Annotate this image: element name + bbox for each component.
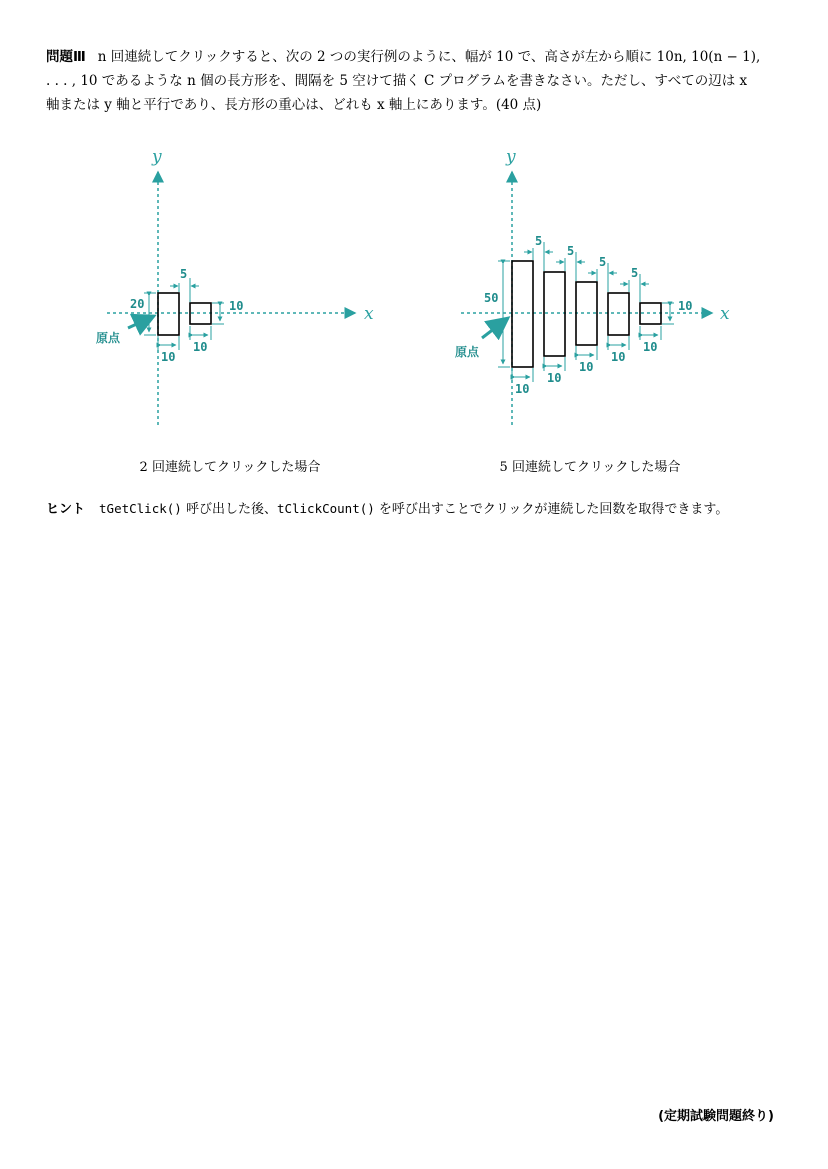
dim-width-2-label: 10 xyxy=(547,371,562,385)
dim-gap-1-label: 5 xyxy=(535,234,543,248)
caption-two-clicks: 2 回連続してクリックした場合 xyxy=(139,460,321,475)
dim-width-2-label: 10 xyxy=(193,340,208,354)
problem-line-2: . . . , 10 であるような n 個の長方形を、間隔を 5 空けて描く C プログラムを書きなさい。ただし、すべての辺は x xyxy=(46,73,748,89)
dim-gap-2-label: 5 xyxy=(567,244,575,258)
dim-height-label: 20 xyxy=(130,297,145,311)
rectangle-2 xyxy=(544,272,565,356)
x-axis-label: x xyxy=(720,304,730,324)
dim-gap-3-label: 5 xyxy=(599,255,607,269)
dim-height-small-label: 10 xyxy=(678,299,693,313)
x-axis-label: x xyxy=(364,304,374,324)
dim-height-small-label: 10 xyxy=(229,299,244,313)
dim-width-3-label: 10 xyxy=(579,360,594,374)
problem-text-1: n 回連続してクリックすると、次の 2 つの実行例のように、幅が 10 で、高さが左から順に 10n, 10(n − 1), xyxy=(97,49,761,65)
dim-width-1-label: 10 xyxy=(161,350,176,364)
origin-arrow xyxy=(128,316,154,328)
figure-five-clicks xyxy=(444,140,744,444)
figure-five-clicks-diagram xyxy=(444,140,744,440)
dim-width-4-label: 10 xyxy=(611,350,626,364)
footer-end-of-exam: (定期試験問題終り) xyxy=(658,1109,774,1124)
problem-line-1 xyxy=(46,45,782,69)
dim-gap-label: 5 xyxy=(180,267,188,281)
hint-label: ヒント xyxy=(46,502,86,517)
origin-label: 原点 xyxy=(96,331,121,345)
problem-line-3: 軸または y 軸と平行であり、長方形の重心は、どれも x 軸上にあります。(40 点) xyxy=(46,97,542,113)
y-axis-label: y xyxy=(152,147,162,167)
origin-arrow xyxy=(482,318,508,338)
figure-two-clicks-diagram xyxy=(90,140,380,440)
y-axis-label: y xyxy=(506,147,516,167)
caption-five-clicks: 5 回連続してクリックした場合 xyxy=(499,460,681,475)
dim-width-5-label: 10 xyxy=(643,340,658,354)
hint-func-tclickcount: tClickCount() xyxy=(276,501,375,516)
rectangle-4 xyxy=(608,293,629,335)
dim-gap-4-label: 5 xyxy=(631,266,639,280)
origin-label: 原点 xyxy=(455,345,480,359)
hint xyxy=(46,498,728,517)
hint-func-tgetclick: tGetClick() xyxy=(99,501,182,516)
problem-statement xyxy=(46,45,782,117)
figure-two-clicks xyxy=(90,140,380,444)
rectangle-1 xyxy=(512,261,533,367)
hint-end-text: を呼び出すことでクリックが連続した回数を取得できます。 xyxy=(374,502,729,517)
hint-mid-text: 呼び出した後、 xyxy=(181,502,277,517)
problem-label: 問題Ⅲ xyxy=(46,49,86,65)
dim-height-label: 50 xyxy=(484,291,499,305)
rectangle-1 xyxy=(158,293,179,335)
dim-width-1-label: 10 xyxy=(515,382,530,396)
